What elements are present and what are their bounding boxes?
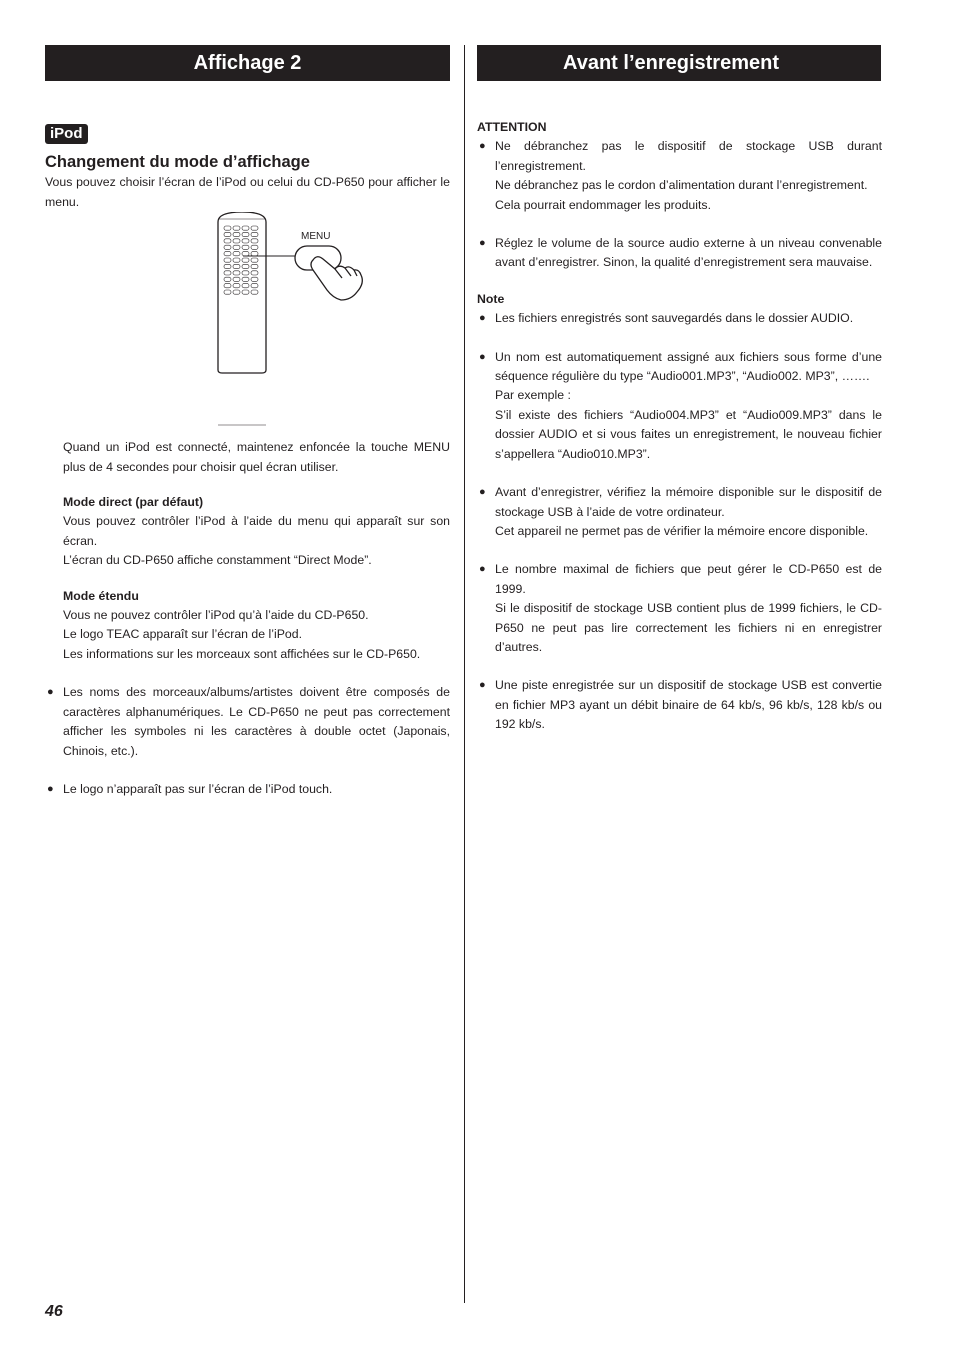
list-item xyxy=(477,560,882,657)
remote-key-icon xyxy=(233,290,240,294)
remote-key-icon xyxy=(251,265,258,269)
bullet-icon: ● xyxy=(479,563,486,576)
remote-key-icon xyxy=(251,284,258,288)
left-column xyxy=(45,122,450,799)
remote-key-icon xyxy=(233,271,240,275)
list-item-text: Si le dispositif de stockage USB contient plus de 1999 fichiers, le CD-P650 ne peut pas lire correctement les fichiers ni en enregistrer d’autres. xyxy=(495,601,882,654)
remote-key-icon xyxy=(224,252,231,256)
remote-key-icon xyxy=(224,290,231,294)
remote-key-icon xyxy=(224,277,231,281)
section-header-title: Avant l’enregistrement xyxy=(563,52,779,74)
remote-key-icon xyxy=(233,252,240,256)
list-item-text: S’il existe des fichiers “Audio004.MP3” et “Audio009.MP3” dans le dossier AUDIO et si vous faites un enregistrement, le nouveau fichier s’appellera “Audio010.MP3”. xyxy=(495,407,882,461)
remote-key-icon xyxy=(251,226,258,230)
remote-key-icon xyxy=(224,284,231,288)
bullet-icon: ● xyxy=(479,350,486,363)
list-item xyxy=(45,780,450,799)
mode-etendu-line: Les informations sur les morceaux sont affichées sur le CD-P650. xyxy=(63,646,421,661)
remote-key-icon xyxy=(251,233,258,237)
remote-key-icon xyxy=(233,233,240,237)
list-item-text: Les noms des morceaux/albums/artistes doivent être composés de caractères alphanumériques. Le CD-P650 ne peut pas correctement afficher les symboles ni les caractères à double octet (Japonais, Chinois, etc.). xyxy=(63,685,450,758)
mode-etendu-line: Vous ne pouvez contrôler l’iPod qu’à l’aide du CD-P650. xyxy=(63,608,369,623)
intro-text: Vous pouvez choisir l’écran de l’iPod ou celui du CD-P650 pour afficher le menu. xyxy=(45,175,450,209)
mode-direct-line: L’écran du CD-P650 affiche constamment “Direct Mode”. xyxy=(63,553,372,568)
remote-key-icon xyxy=(242,277,249,281)
remote-key-icon xyxy=(242,258,249,262)
attention-label: ATTENTION xyxy=(477,120,547,134)
ipod-badge: iPod xyxy=(45,124,88,144)
list-item-text: Cet appareil ne permet pas de vérifier la mémoire encore disponible. xyxy=(495,523,869,538)
section-title: Changement du mode d’affichage xyxy=(45,153,310,172)
mode-direct-line: Vous pouvez contrôler l’iPod à l’aide du menu qui apparaît sur son écran. xyxy=(63,514,450,548)
remote-key-icon xyxy=(224,271,231,275)
bullet-icon: ● xyxy=(479,312,486,325)
remote-key-icon xyxy=(242,233,249,237)
list-item-text: Ne débranchez pas le dispositif de stockage USB durant l’enregistrement. xyxy=(495,139,882,173)
remote-key-icon xyxy=(251,239,258,243)
remote-key-icon xyxy=(233,239,240,243)
list-item-text: Avant d’enregistrer, vérifiez la mémoire disponible sur le dispositif de stockage USB à l’aide de votre ordinateur. xyxy=(495,485,882,519)
remote-key-icon xyxy=(251,252,258,256)
remote-key-icon xyxy=(233,226,240,230)
remote-key-icon xyxy=(251,258,258,262)
remote-key-icon xyxy=(242,252,249,256)
remote-key-icon xyxy=(242,290,249,294)
remote-illustration xyxy=(45,212,450,438)
list-item-text: Ne débranchez pas le cordon d’alimentation durant l’enregistrement. xyxy=(495,178,868,193)
list-item-text: Un nom est automatiquement assigné aux fichiers sous forme d’une séquence régulière du type “Audio001.MP3”, “Audio002. MP3”, ……. xyxy=(495,349,882,384)
remote-key-icon xyxy=(224,226,231,230)
remote-key-icon xyxy=(242,271,249,275)
list-item-text: Une piste enregistrée sur un dispositif de stockage USB est convertie en fichier MP3 ayant un débit binaire de 64 kb/s, 96 kb/s, 128 kb/s ou 192 kb/s. xyxy=(495,678,882,732)
mode-direct-title: Mode direct (par défaut) xyxy=(63,495,204,510)
bullet-icon: ● xyxy=(479,679,486,692)
list-item-text: Cela pourrait endommager les produits. xyxy=(495,197,711,212)
section-header-affichage xyxy=(45,45,450,81)
list-item-text: Réglez le volume de la source audio externe à un niveau convenable avant d’enregistrer. Sinon, la qualité d’enregistrement sera mauvaise. xyxy=(495,236,882,270)
remote-key-icon xyxy=(233,277,240,281)
remote-key-icon xyxy=(224,258,231,262)
remote-key-icon xyxy=(251,245,258,249)
note-label: Note xyxy=(477,291,505,306)
remote-key-icon xyxy=(251,271,258,275)
section-header-title: Affichage 2 xyxy=(193,52,302,74)
remote-key-icon xyxy=(224,245,231,249)
remote-key-icon xyxy=(233,284,240,288)
list-item xyxy=(477,309,882,328)
remote-key-icon xyxy=(242,265,249,269)
remote-key-icon xyxy=(251,277,258,281)
list-item xyxy=(45,683,450,761)
right-column xyxy=(477,118,882,735)
list-item xyxy=(477,234,882,273)
remote-key-icon xyxy=(233,245,240,249)
remote-key-icon xyxy=(242,245,249,249)
mode-etendu-title: Mode étendu xyxy=(63,588,139,603)
list-item-text: Par exemple : xyxy=(495,388,571,403)
column-divider xyxy=(464,45,465,1303)
remote-key-icon xyxy=(242,239,249,243)
bullet-icon: ● xyxy=(479,140,486,153)
remote-key-icon xyxy=(233,258,240,262)
list-item-text: Les fichiers enregistrés sont sauvegardés dans le dossier AUDIO. xyxy=(495,311,854,326)
bullet-icon: ● xyxy=(479,486,486,499)
bullet-icon: ● xyxy=(479,237,486,250)
list-item xyxy=(477,348,882,464)
remote-key-icon xyxy=(242,284,249,288)
remote-key-icon xyxy=(224,239,231,243)
list-item xyxy=(477,483,882,541)
mode-etendu-line: Le logo TEAC apparaît sur l’écran de l’iPod. xyxy=(63,627,303,642)
bullet-icon: ● xyxy=(47,782,54,795)
remote-key-icon xyxy=(251,290,258,294)
list-item-text: Le nombre maximal de fichiers que peut gérer le CD-P650 est de 1999. xyxy=(495,562,882,596)
bullet-icon: ● xyxy=(47,686,54,699)
list-item xyxy=(477,137,882,215)
remote-key-icon xyxy=(242,226,249,230)
remote-key-icon xyxy=(224,265,231,269)
remote-key-icon xyxy=(233,265,240,269)
remote-key-icon xyxy=(224,233,231,237)
remote-control-icon xyxy=(45,212,450,438)
instruction-text: Quand un iPod est connecté, maintenez enfoncée la touche MENU plus de 4 secondes pour choisir quel écran utiliser. xyxy=(63,440,450,474)
list-item xyxy=(477,676,882,734)
section-header-enregistrement xyxy=(477,45,881,81)
menu-label: MENU xyxy=(301,231,331,243)
page-number: 46 xyxy=(45,1303,63,1320)
list-item-text: Le logo n’apparaît pas sur l’écran de l’iPod touch. xyxy=(63,781,333,796)
